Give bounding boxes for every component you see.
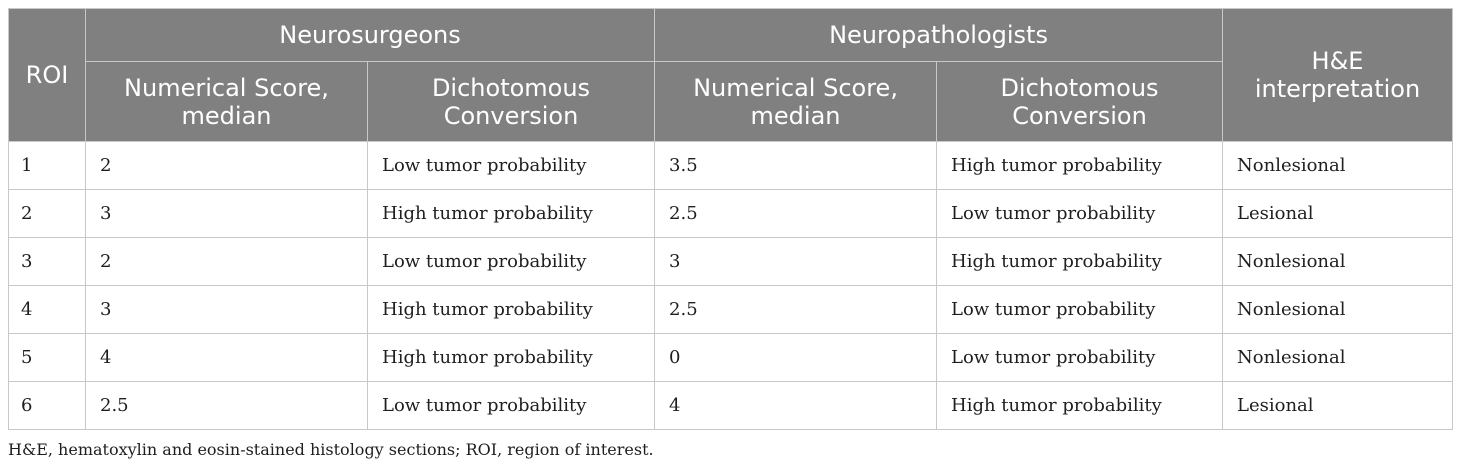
cell-neurosurgeons-score: 3 bbox=[86, 286, 368, 334]
header-he-interpretation: H&E interpretation bbox=[1223, 9, 1453, 142]
header-roi: ROI bbox=[9, 9, 86, 142]
cell-he-interpretation: Nonlesional bbox=[1223, 238, 1453, 286]
table-header bbox=[9, 9, 1453, 142]
cell-he-interpretation: Nonlesional bbox=[1223, 142, 1453, 190]
cell-neurosurgeons-score: 2 bbox=[86, 238, 368, 286]
cell-neuropathologists-dichotomous: Low tumor probability bbox=[937, 286, 1223, 334]
header-neuropathologists-dichotomous: Dichotomous Conversion bbox=[937, 62, 1223, 142]
cell-neurosurgeons-score: 2.5 bbox=[86, 382, 368, 430]
cell-roi: 4 bbox=[9, 286, 86, 334]
cell-neurosurgeons-dichotomous: High tumor probability bbox=[368, 334, 655, 382]
header-neurosurgeons: Neurosurgeons bbox=[86, 9, 655, 62]
cell-neurosurgeons-dichotomous: High tumor probability bbox=[368, 286, 655, 334]
table-row bbox=[9, 238, 1453, 286]
header-neurosurgeons-numerical-score: Numerical Score, median bbox=[86, 62, 368, 142]
cell-neuropathologists-dichotomous: Low tumor probability bbox=[937, 190, 1223, 238]
cell-neuropathologists-score: 3.5 bbox=[655, 142, 937, 190]
table-row bbox=[9, 286, 1453, 334]
cell-roi: 6 bbox=[9, 382, 86, 430]
cell-neurosurgeons-dichotomous: Low tumor probability bbox=[368, 382, 655, 430]
cell-roi: 3 bbox=[9, 238, 86, 286]
cell-neurosurgeons-score: 3 bbox=[86, 190, 368, 238]
cell-neuropathologists-score: 2.5 bbox=[655, 286, 937, 334]
cell-roi: 2 bbox=[9, 190, 86, 238]
cell-roi: 1 bbox=[9, 142, 86, 190]
header-neuropathologists-numerical-score: Numerical Score, median bbox=[655, 62, 937, 142]
cell-he-interpretation: Lesional bbox=[1223, 190, 1453, 238]
header-neuropathologists: Neuropathologists bbox=[655, 9, 1223, 62]
table-row bbox=[9, 142, 1453, 190]
cell-neuropathologists-score: 3 bbox=[655, 238, 937, 286]
table-row bbox=[9, 334, 1453, 382]
cell-he-interpretation: Nonlesional bbox=[1223, 286, 1453, 334]
cell-neuropathologists-dichotomous: High tumor probability bbox=[937, 382, 1223, 430]
table-container bbox=[8, 8, 1452, 459]
cell-neuropathologists-score: 4 bbox=[655, 382, 937, 430]
cell-neuropathologists-score: 0 bbox=[655, 334, 937, 382]
cell-neuropathologists-dichotomous: High tumor probability bbox=[937, 142, 1223, 190]
cell-roi: 5 bbox=[9, 334, 86, 382]
results-table bbox=[8, 8, 1453, 430]
cell-he-interpretation: Lesional bbox=[1223, 382, 1453, 430]
cell-neurosurgeons-score: 2 bbox=[86, 142, 368, 190]
cell-neurosurgeons-dichotomous: Low tumor probability bbox=[368, 238, 655, 286]
cell-neuropathologists-score: 2.5 bbox=[655, 190, 937, 238]
table-body bbox=[9, 142, 1453, 430]
header-neurosurgeons-dichotomous: Dichotomous Conversion bbox=[368, 62, 655, 142]
table-row bbox=[9, 190, 1453, 238]
cell-neuropathologists-dichotomous: Low tumor probability bbox=[937, 334, 1223, 382]
cell-neurosurgeons-dichotomous: High tumor probability bbox=[368, 190, 655, 238]
table-footnote: H&E, hematoxylin and eosin-stained histology sections; ROI, region of interest. bbox=[8, 440, 654, 459]
cell-neurosurgeons-score: 4 bbox=[86, 334, 368, 382]
cell-he-interpretation: Nonlesional bbox=[1223, 334, 1453, 382]
table-row bbox=[9, 382, 1453, 430]
cell-neuropathologists-dichotomous: High tumor probability bbox=[937, 238, 1223, 286]
cell-neurosurgeons-dichotomous: Low tumor probability bbox=[368, 142, 655, 190]
